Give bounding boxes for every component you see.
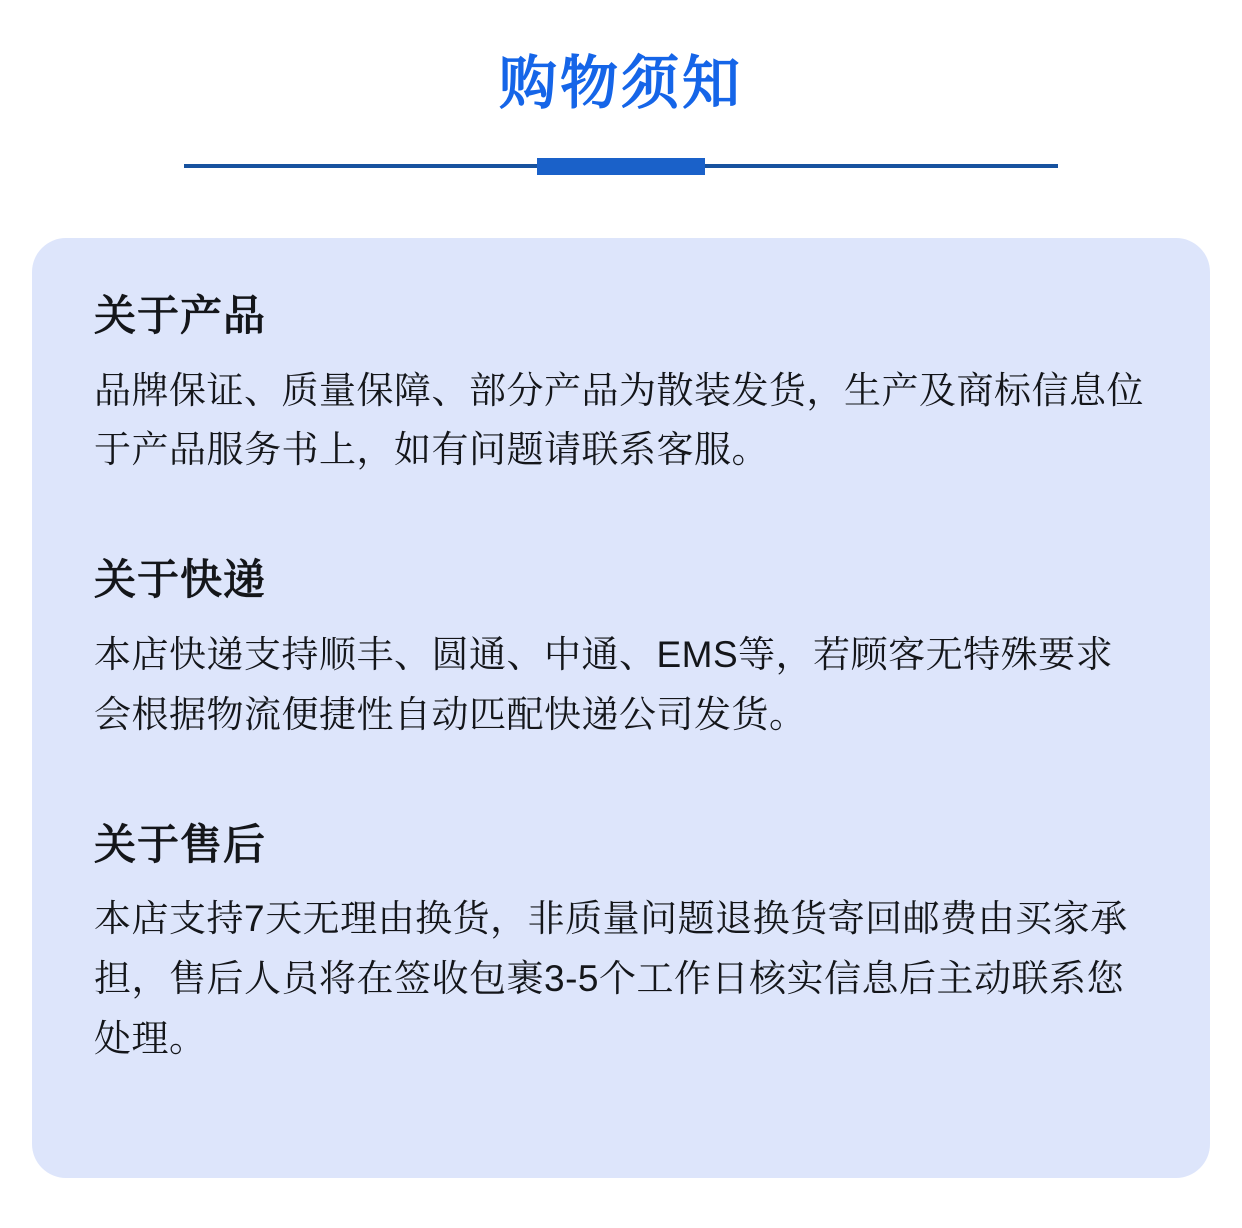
- section-spacer-2: [94, 793, 1148, 819]
- notice-card: [32, 238, 1210, 1178]
- page-header: [0, 0, 1242, 174]
- section-title-shipping: 关于快递: [94, 556, 267, 604]
- section-body-shipping: 本店快递支持顺丰、圆通、中通、EMS等，若顾客无特殊要求会根据物流便捷性自动匹配快递公司发货。: [94, 633, 1114, 735]
- title-divider: [184, 158, 1058, 174]
- section-title-after-sales: 关于售后: [94, 820, 267, 868]
- page-title: 购物须知: [498, 51, 743, 116]
- section-body-after-sales: 本店支持7天无理由换货，非质量问题退换货寄回邮费由买家承担，售后人员将在签收包裹3-5个工作日核实信息后主动联系您处理。: [94, 898, 1128, 1060]
- section-spacer-1: [94, 528, 1148, 554]
- section-body-product: 品牌保证、质量保障、部分产品为散装发货，生产及商标信息位于产品服务书上，如有问题请联系客服。: [94, 369, 1144, 471]
- section-about-shipping: [94, 554, 1148, 744]
- section-after-sales: [94, 819, 1148, 1069]
- section-title-product: 关于产品: [94, 292, 267, 339]
- divider-accent-block: [537, 158, 705, 175]
- section-about-product: [94, 290, 1148, 480]
